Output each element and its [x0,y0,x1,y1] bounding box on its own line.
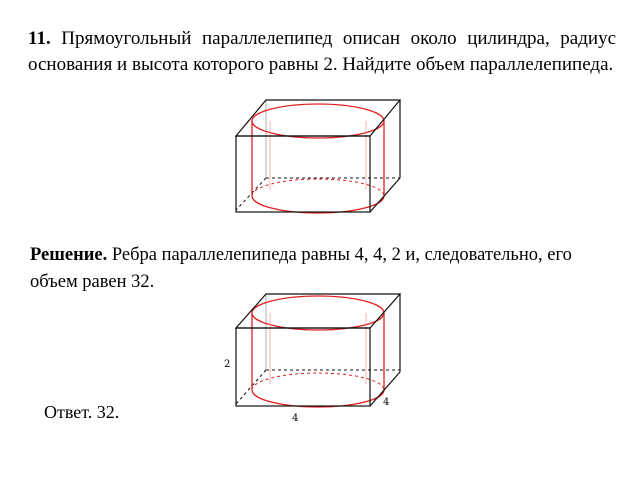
solution-body: Ребра параллелепипеда равны 4, 4, 2 и, следовательно, его объем равен 32. [30,245,572,292]
problem-text: Прямоугольный параллелепипед описан около цилиндра, радиус основания и высота которого равны 2. Найдите объем параллелепипеда. [28,28,616,75]
label-width: 4 [292,413,299,424]
solution-label: Решение. [30,245,108,265]
label-height: 2 [224,359,231,370]
label-depth: 4 [383,397,390,408]
problem-number: 11. [28,28,51,49]
answer-text: Ответ. 32. [44,402,120,422]
